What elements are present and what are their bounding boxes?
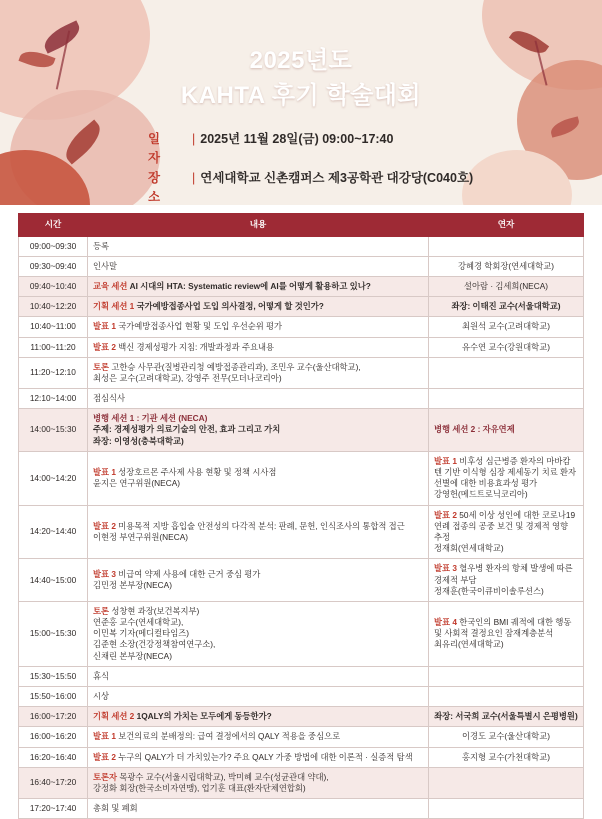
presentation-title: 발표 3 비급여 약제 사용에 대한 근거 중심 평가 — [93, 568, 261, 579]
cell-time: 09:40~10:40 — [19, 276, 88, 296]
cell-time: 09:00~09:30 — [19, 236, 88, 256]
cell-session-right — [429, 559, 584, 602]
cell-content — [88, 276, 429, 296]
presentation-title: 발표 4 한국인의 BMI 궤적에 대한 행동 및 사회적 결정요인 잠재계층분석 — [434, 617, 572, 639]
table-row — [19, 799, 584, 819]
cell-session-right — [429, 505, 584, 559]
event-date-row — [148, 130, 473, 169]
cell-time: 10:40~12:20 — [19, 297, 88, 317]
cell-time: 15:00~15:30 — [19, 601, 88, 666]
cell-speaker: 이경도 교수(울산대학교) — [429, 727, 584, 747]
agenda-table — [18, 213, 584, 819]
header-banner — [0, 0, 602, 205]
presentation-tag: 발표 2 — [93, 520, 119, 531]
cell-time: 17:20~17:40 — [19, 799, 88, 819]
presentation-tag: 토론 — [93, 605, 112, 616]
cell-speaker: 최원석 교수(고려대학교) — [429, 317, 584, 337]
cell-time: 12:10~14:00 — [19, 389, 88, 409]
cell-time: 16:00~17:20 — [19, 707, 88, 727]
page-title — [0, 44, 602, 114]
content-text: 1QALY의 가치는 모두에게 동등한가? — [136, 711, 272, 722]
place-label: 장 소 — [148, 170, 167, 205]
cell-content — [88, 297, 429, 317]
cell-content — [88, 256, 429, 276]
cell-time: 11:20~12:10 — [19, 357, 88, 388]
title-line-2: KAHTA 후기 학술대회 — [180, 81, 422, 109]
presentation-tag: 발표 2 — [434, 509, 460, 520]
place-value: 연세대학교 신촌캠퍼스 제3공학관 대강당(C040호) — [200, 170, 474, 185]
column-header-speaker: 연자 — [429, 214, 584, 237]
presentation-tag: 발표 4 — [434, 617, 460, 628]
content-tag: 기획 세션 2 — [93, 711, 137, 722]
table-row — [19, 297, 584, 317]
cell-session-right — [429, 601, 584, 666]
column-header-time: 시간 — [19, 214, 88, 237]
content-text: 총회 및 폐회 — [93, 803, 138, 814]
table-row — [19, 601, 584, 666]
cell-content — [88, 389, 429, 409]
content-tag: 발표 2 — [93, 341, 119, 352]
cell-time: 15:30~15:50 — [19, 666, 88, 686]
table-row — [19, 707, 584, 727]
table-row — [19, 687, 584, 707]
session-chair: 좌장: 이영성(충북대학교) — [93, 435, 184, 446]
table-row — [19, 505, 584, 559]
cell-speaker — [429, 389, 584, 409]
content-text: 국가예방접종사업 도입 의사결정, 어떻게 할 것인가? — [136, 301, 324, 312]
table-row — [19, 747, 584, 767]
cell-time: 09:30~09:40 — [19, 256, 88, 276]
cell-content — [88, 687, 429, 707]
table-row — [19, 236, 584, 256]
cell-time: 16:40~17:20 — [19, 767, 88, 798]
presentation-speaker: 윤지은 연구위원(NECA) — [93, 478, 180, 489]
content-text: 보건의료의 분배정의: 급여 결정에서의 QALY 적용을 중심으로 — [118, 731, 341, 742]
table-row — [19, 276, 584, 296]
session-heading: 병행 세션 2 : 자유연제 — [434, 424, 515, 435]
cell-session-left — [88, 451, 429, 505]
presentation-title: 발표 1 비후성 심근병증 환자의 마바캄텐 기반 이식형 심장 제세동기 치료 환자 선별에 대한 비용효과성 평가 — [434, 455, 577, 489]
content-text: AI 시대의 HTA: Systematic review에 AI를 어떻게 활용하고 있나? — [129, 280, 371, 291]
cell-time: 10:40~11:00 — [19, 317, 88, 337]
cell-speaker — [429, 767, 584, 798]
cell-speaker — [429, 799, 584, 819]
presentation-speaker: 이현정 부연구위원(NECA) — [93, 531, 189, 542]
cell-speaker — [429, 687, 584, 707]
cell-session-right — [429, 409, 584, 452]
cell-time: 11:00~11:20 — [19, 337, 88, 357]
cell-speaker — [429, 236, 584, 256]
agenda-table-body — [19, 236, 584, 819]
cell-time: 16:20~16:40 — [19, 747, 88, 767]
column-header-content: 내용 — [88, 214, 429, 237]
content-text: 국가예방접종사업 현황 및 도입 우선순위 평가 — [118, 321, 283, 332]
date-label: 일 자 — [148, 132, 167, 166]
table-row — [19, 559, 584, 602]
content-text: 점심식사 — [93, 393, 126, 404]
cell-speaker: 홍지형 교수(가천대학교) — [429, 747, 584, 767]
date-value: 2025년 11월 28일(금) 09:00~17:40 — [200, 132, 394, 146]
cell-content — [88, 357, 429, 388]
event-info — [148, 130, 473, 205]
presentation-title: 발표 2 50세 이상 성인에 대한 코로나19 연례 접종의 공중 보건 및 경제적 영향 추정 — [434, 509, 576, 542]
cell-session-left — [88, 559, 429, 602]
content-tag: 기획 세션 1 — [93, 301, 137, 312]
presentation-tag: 발표 1 — [93, 467, 119, 478]
content-tag: 토론 — [93, 361, 112, 372]
presentation-tag: 발표 3 — [434, 563, 460, 574]
cell-speaker: 좌장: 이태진 교수(서울대학교) — [429, 297, 584, 317]
cell-time: 14:00~14:20 — [19, 451, 88, 505]
table-row — [19, 256, 584, 276]
cell-speaker: 강혜경 학회장(연세대학교) — [429, 256, 584, 276]
table-row — [19, 666, 584, 686]
cell-speaker — [429, 357, 584, 388]
content-text: 누구의 QALY가 더 가치있는가? 주요 QALY 가중 방법에 대한 이론적 · 실증적 탐색 — [118, 751, 413, 762]
table-row — [19, 357, 584, 388]
cell-speaker: 유수연 교수(강원대학교) — [429, 337, 584, 357]
table-row — [19, 409, 584, 452]
content-tag: 발표 1 — [93, 731, 119, 742]
table-row — [19, 767, 584, 798]
cell-content — [88, 727, 429, 747]
cell-content — [88, 236, 429, 256]
cell-time: 14:40~15:00 — [19, 559, 88, 602]
cell-session-left — [88, 601, 429, 666]
presentation-title: 발표 1 성장호르몬 주사제 사용 현황 및 정책 시사점 — [93, 467, 277, 478]
content-text: 휴식 — [93, 670, 110, 681]
content-text: 인사말 — [93, 260, 118, 271]
cell-content — [88, 767, 429, 798]
cell-content — [88, 337, 429, 357]
cell-time: 16:00~16:20 — [19, 727, 88, 747]
cell-content — [88, 317, 429, 337]
session-topic: 주제: 경제성평가 의료기술의 안전, 효과 그리고 가치 — [93, 424, 281, 435]
content-text: 목광수 교수(서울시립대학교), 박미혜 교수(성균관대 약대), 강정화 회장(한국소비자연맹), 업기훈 대표(환자단체연합회) — [93, 771, 329, 793]
content-tag: 토론자 — [93, 771, 120, 782]
table-row — [19, 389, 584, 409]
cell-session-left — [88, 505, 429, 559]
place-separator: | — [192, 170, 196, 185]
cell-time: 14:20~14:40 — [19, 505, 88, 559]
title-line-1: 2025년도 — [249, 47, 353, 74]
presentation-speaker: 연준홍 교수(연세대학교), 이민복 기자(메디컬타임즈) 김준현 소장(건강정책참여연구소), 신채린 본부장(NECA) — [93, 617, 216, 661]
cell-content — [88, 707, 429, 727]
agenda-table-wrapper — [0, 205, 602, 819]
cell-content — [88, 666, 429, 686]
date-separator: | — [192, 132, 196, 146]
table-row — [19, 451, 584, 505]
presentation-title: 발표 3 혈우병 환자의 항체 발생에 따른 경제적 부담 — [434, 563, 573, 585]
content-tag: 발표 1 — [93, 321, 119, 332]
presentation-speaker: 정재훈(한국이큐비이솔루션스) — [434, 585, 544, 596]
table-row — [19, 727, 584, 747]
cell-time: 14:00~15:30 — [19, 409, 88, 452]
presentation-title: 발표 2 미용목적 지방 흡입술 안전성의 다각적 분석: 판례, 문헌, 인식조사의 통합적 접근 — [93, 520, 405, 531]
content-tag: 발표 2 — [93, 751, 119, 762]
table-header-row — [19, 214, 584, 237]
session-heading: 병행 세션 1 : 기관 세션 (NECA) — [93, 413, 208, 424]
cell-speaker: 좌장: 서국희 교수(서울특별시 은평병원) — [429, 707, 584, 727]
content-text: 고한승 사무관(질병관리청 예방접종관리과), 조민우 교수(울산대학교), 최성은 교수(고려대학교), 강영주 전무(모더나코리아) — [93, 361, 361, 383]
cell-content — [88, 799, 429, 819]
presentation-speaker: 김민정 본부장(NECA) — [93, 580, 172, 591]
presentation-speaker: 최유리(연세대학교) — [434, 639, 504, 650]
cell-time: 15:50~16:00 — [19, 687, 88, 707]
content-text: 등록 — [93, 240, 110, 251]
presentation-speaker: 강영헌(메드트로닉코리아) — [434, 489, 528, 500]
table-row — [19, 337, 584, 357]
content-text: 시상 — [93, 691, 110, 702]
cell-speaker: 설아람 · 김세희(NECA) — [429, 276, 584, 296]
presentation-speaker: 정재회(연세대학교) — [434, 543, 504, 554]
cell-content — [88, 747, 429, 767]
presentation-tag: 발표 1 — [434, 455, 460, 466]
content-tag: 교육 세션 — [93, 280, 130, 291]
content-text: 백신 경제성평가 지침: 개발과정과 주요내용 — [118, 341, 275, 352]
event-place-row — [148, 169, 473, 205]
cell-session-left — [88, 409, 429, 452]
presentation-tag: 발표 3 — [93, 568, 119, 579]
presentation-title: 토론 성창현 과장(보건복지부) — [93, 605, 200, 616]
cell-session-right — [429, 451, 584, 505]
table-row — [19, 317, 584, 337]
cell-speaker — [429, 666, 584, 686]
